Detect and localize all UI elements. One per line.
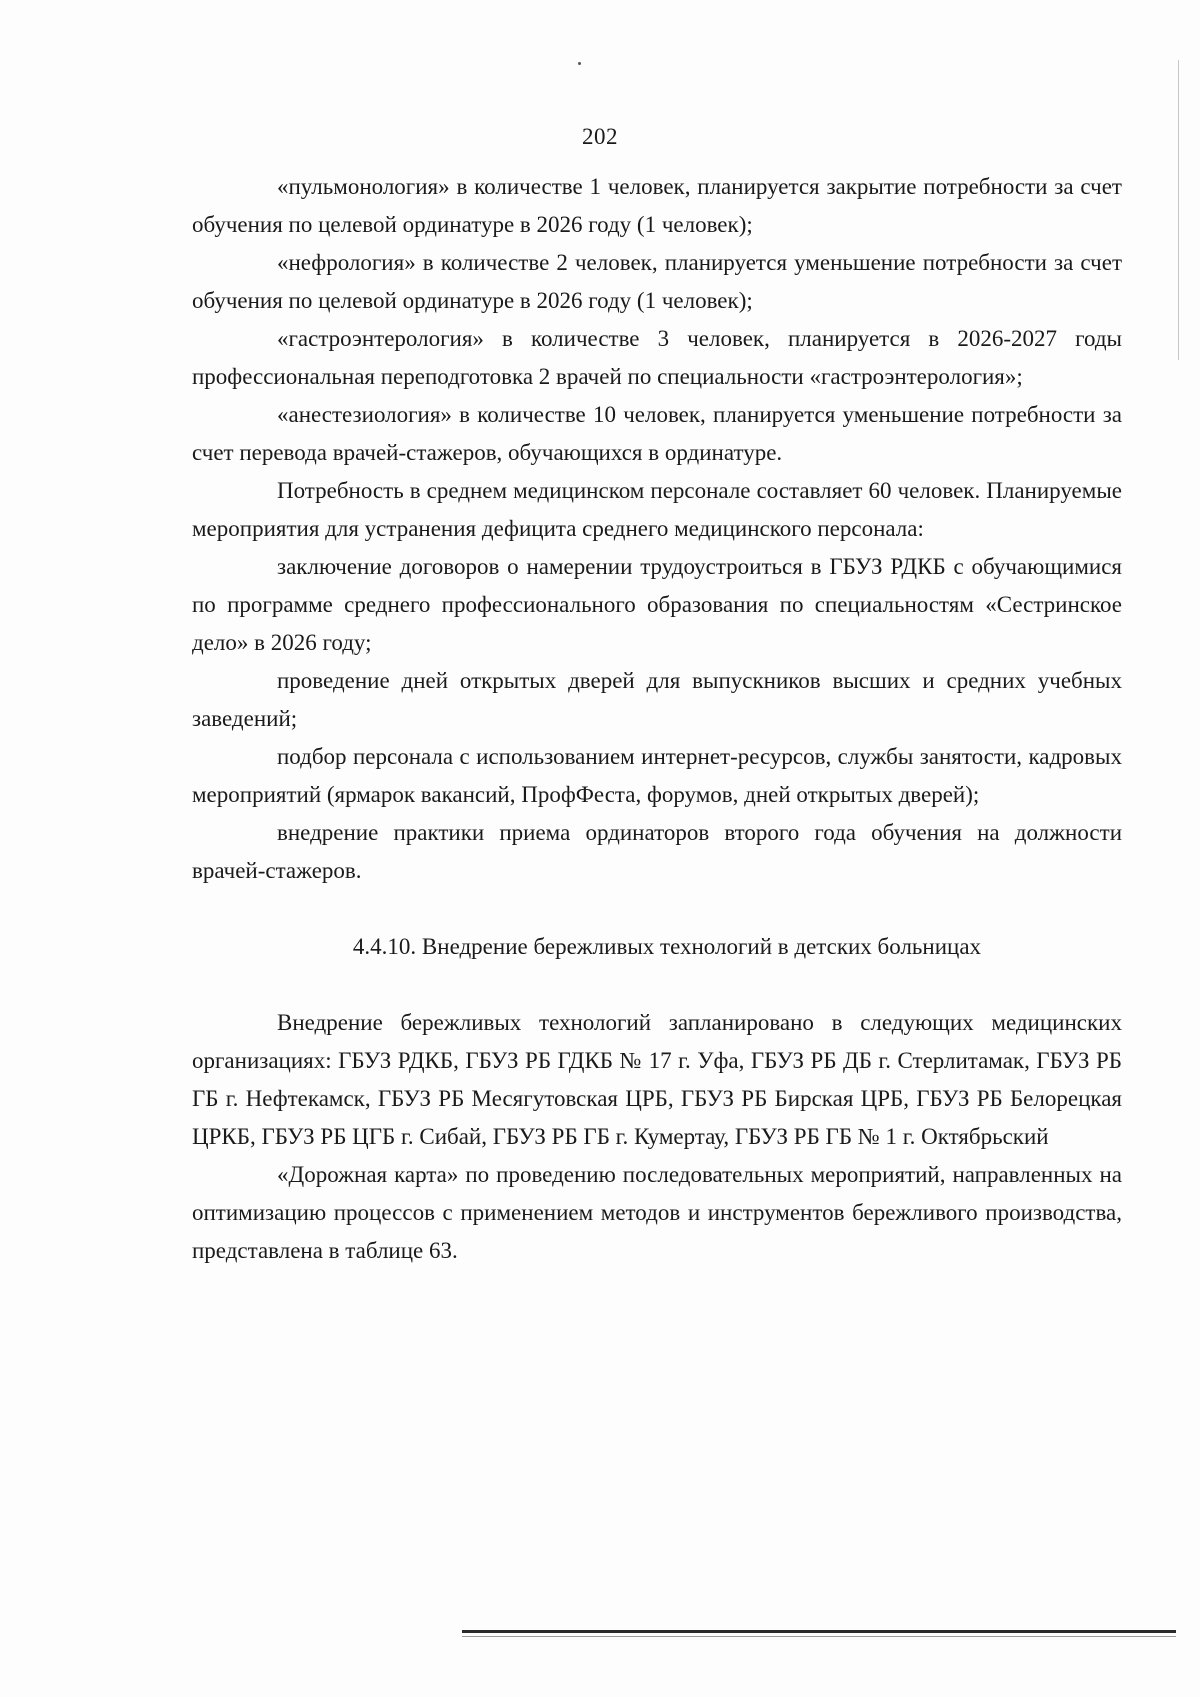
paragraph-gastroenterology: «гастроэнтерология» в количестве 3 человек, планируется в 2026-2027 годы профессиональная переподготовка 2 врачей по специальности «гастроэнтерология»; — [192, 326, 1122, 389]
paragraph-open-days: проведение дней открытых дверей для выпускников высших и средних учебных заведений; — [192, 668, 1122, 731]
paragraph-lean-organizations: Внедрение бережливых технологий запланировано в следующих медицинских организациях: ГБУЗ РДКБ, ГБУЗ РБ ГДКБ № 17 г. Уфа, ГБУЗ РБ ДБ г. Стерлитамак, ГБУЗ РБ ГБ г. Нефтекамск, ГБУЗ РБ Месягутовская ЦРБ, ГБУЗ РБ Бирская ЦРБ, ГБУЗ РБ Белорецкая ЦРКБ, ГБУЗ РБ ЦГБ г. Сибай, ГБУЗ РБ ГБ г. Кумертау, ГБУЗ РБ ГБ № 1 г. Октябрьский — [192, 1010, 1122, 1149]
footer-rule-thin — [462, 1636, 1176, 1637]
paragraph-anesthesiology: «анестезиология» в количестве 10 человек, планируется уменьшение потребности за счет перевода врачей-стажеров, обучающихся в ординатуре. — [192, 402, 1122, 465]
paragraph-residents-practice: внедрение практики приема ординаторов второго года обучения на должности врачей-стажеров. — [192, 820, 1122, 883]
document-body — [192, 168, 1122, 1270]
paragraph-contracts: заключение договоров о намерении трудоустроиться в ГБУЗ РДКБ с обучающимися по программе среднего профессионального образования по специальностям «Сестринское дело» в 2026 году; — [192, 554, 1122, 655]
scan-speck — [578, 62, 581, 65]
footer-rule — [462, 1630, 1176, 1633]
paragraph-roadmap: «Дорожная карта» по проведению последовательных мероприятий, направленных на оптимизацию процессов с применением методов и инструментов бережливого производства, представлена в таблице 63. — [192, 1162, 1122, 1263]
paragraph-recruitment: подбор персонала с использованием интернет-ресурсов, службы занятости, кадровых мероприятий (ярмарок вакансий, ПрофФеста, форумов, дней открытых дверей); — [192, 744, 1122, 807]
scan-edge-line — [1178, 60, 1179, 360]
page-number: 202 — [582, 124, 618, 149]
paragraph-nephrology: «нефрология» в количестве 2 человек, планируется уменьшение потребности за счет обучения по целевой ординатуре в 2026 году (1 человек); — [192, 250, 1122, 313]
section-heading: 4.4.10. Внедрение бережливых технологий в детских больницах — [352, 934, 982, 959]
paragraph-nursing-need: Потребность в среднем медицинском персонале составляет 60 человек. Планируемые мероприятия для устранения дефицита среднего медицинского персонала: — [192, 478, 1122, 541]
paragraph-pulmonology: «пульмонология» в количестве 1 человек, планируется закрытие потребности за счет обучения по целевой ординатуре в 2026 году (1 человек); — [192, 174, 1122, 237]
